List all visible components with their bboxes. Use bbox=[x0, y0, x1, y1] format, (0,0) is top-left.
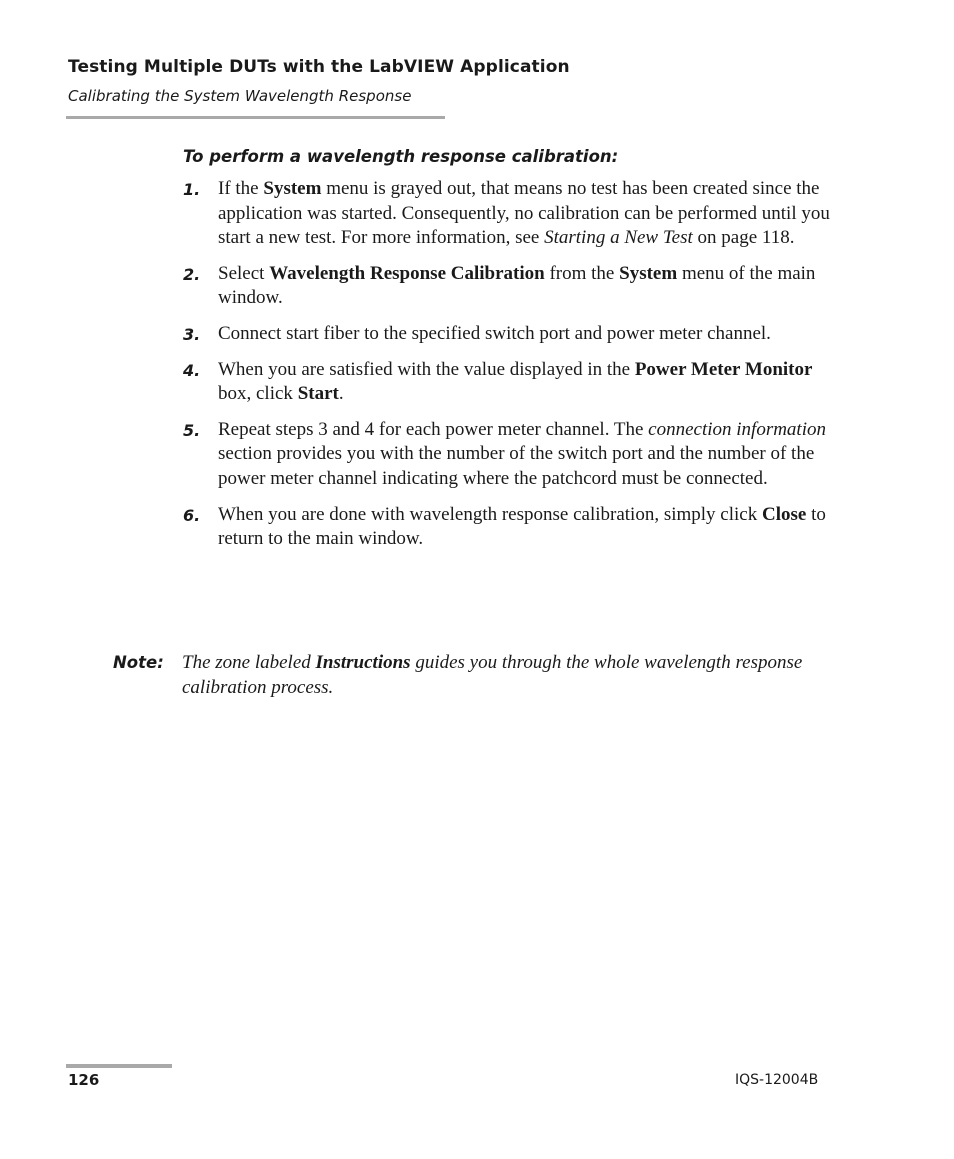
footer-divider bbox=[66, 1064, 172, 1068]
text-run: Connect start fiber to the specified switch port and power meter channel. bbox=[218, 322, 771, 344]
italic-term: Starting a New Test bbox=[544, 227, 693, 249]
step-number: 2. bbox=[183, 264, 201, 284]
step-number: 4. bbox=[183, 360, 201, 380]
step-item bbox=[183, 262, 833, 311]
procedure-steps bbox=[183, 177, 833, 563]
bold-term: Instructions bbox=[315, 652, 411, 673]
bold-term: Close bbox=[761, 503, 807, 525]
header-divider bbox=[66, 116, 445, 119]
text-run: section provides you with the number of the switch port and the number of the power meter channel indicating where the patchcord must be connected. bbox=[218, 443, 815, 489]
text-run: on page 118. bbox=[692, 227, 795, 249]
step-text bbox=[218, 504, 826, 550]
note-text bbox=[182, 651, 822, 700]
step-item bbox=[183, 322, 833, 347]
note-label: Note: bbox=[113, 653, 164, 672]
bold-term: System bbox=[263, 178, 322, 199]
page-number: 126 bbox=[68, 1071, 100, 1089]
text-run: . bbox=[338, 383, 344, 405]
step-item bbox=[183, 418, 833, 492]
step-number: 3. bbox=[183, 324, 201, 344]
text-run: The zone labeled bbox=[182, 652, 316, 673]
chapter-title: Testing Multiple DUTs with the LabVIEW Application bbox=[68, 57, 570, 77]
section-title: Calibrating the System Wavelength Response bbox=[68, 87, 412, 105]
procedure-title: To perform a wavelength response calibration: bbox=[183, 147, 619, 166]
step-number: 5. bbox=[183, 420, 201, 440]
bold-term: System bbox=[619, 262, 678, 284]
step-number: 6. bbox=[183, 505, 201, 525]
text-run: guides you through the whole wavelength response calibration process. bbox=[182, 652, 803, 698]
bold-term: Start bbox=[297, 383, 339, 405]
step-item bbox=[183, 177, 833, 251]
text-run: Repeat steps 3 and 4 for each power meter channel. The bbox=[218, 418, 649, 440]
text-run: If the bbox=[218, 178, 264, 199]
italic-term: connection information bbox=[648, 418, 826, 440]
text-run: to return to the main window. bbox=[218, 503, 826, 550]
text-run: Select bbox=[218, 262, 270, 284]
text-run: When you are done with wavelength response calibration, simply click bbox=[218, 503, 762, 525]
bold-term: Wavelength Response Calibration bbox=[269, 262, 545, 284]
step-item bbox=[183, 358, 833, 407]
text-run: box, click bbox=[218, 383, 298, 405]
text-run: menu is grayed out, that means no test has been created since the application was started. Consequently, no calibration can be performed until you start a new test. For more information, see bbox=[218, 178, 830, 249]
step-text bbox=[218, 178, 830, 248]
text-run: When you are satisfied with the value displayed in the bbox=[218, 358, 635, 380]
step-text bbox=[218, 263, 815, 309]
step-text bbox=[218, 323, 771, 344]
step-number: 1. bbox=[183, 180, 201, 199]
step-text bbox=[218, 359, 812, 405]
step-text bbox=[218, 419, 826, 489]
step-item bbox=[183, 503, 833, 552]
text-run: from the bbox=[544, 262, 620, 284]
document-id: IQS-12004B bbox=[735, 1072, 819, 1088]
text-run: menu of the main window. bbox=[218, 262, 816, 309]
bold-term: Power Meter Monitor bbox=[634, 358, 813, 380]
